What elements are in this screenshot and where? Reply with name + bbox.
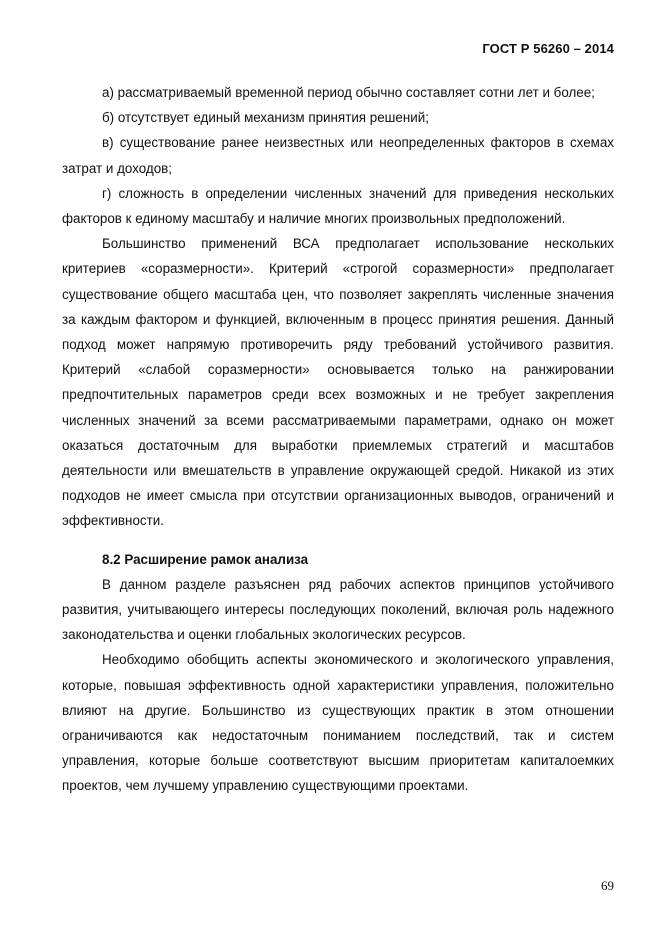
list-item-v: в) существование ранее неизвестных или неопределенных факторов в схемах затрат и доходов;: [62, 135, 614, 176]
list-item-b: б) отсутствует единый механизм принятия решений;: [102, 110, 429, 126]
page-body: [62, 80, 614, 799]
section-paragraph-1: В данном разделе разъяснен ряд рабочих аспектов принципов устойчивого развития, учитывающего интересы последующих поколений, включая роль надежного законодательства и оценки глобальных экологических ресурсов.: [62, 576, 614, 643]
list-item-g: г) сложность в определении численных значений для приведения нескольких факторов к единому масштабу и наличие многих произвольных предположений.: [62, 185, 614, 227]
paragraph-commensurability: Большинство применений ВСА предполагает использование нескольких критериев «соразмерности». Критерий «строгой соразмерности» предполагает существование общего масштаба цен, что позволяет закреплять численные значения за каждым фактором и функцией, включенным в процесс принятия решения. Данный подход может напрямую противоречить ряду требований устойчивого развития. Критерий «слабой соразмерности» основывается только на ранжировании предпочтительных параметров среди всех возможных и не требует закрепления численных значений за всеми рассматриваемыми параметрами, однако он может оказаться достаточным для выработки приемлемых стратегий и масштабов деятельности или вмешательств в управление окружающей средой. Никакой из этих подходов не имеет смысла при отсутствии организационных выводов, ограничений и эффективности.: [62, 236, 614, 529]
document-id-header: ГОСТ Р 56260 – 2014: [482, 41, 614, 56]
page-number: 69: [601, 878, 614, 893]
section-heading: 8.2 Расширение рамок анализа: [102, 551, 309, 567]
section-paragraph-2: Необходимо обобщить аспекты экономического и экологического управления, которые, повышая эффективность одной характеристики управления, положительно влияют на другие. Большинство из существующих практик в этом отношении ограничиваются как недостаточным пониманием последствий, так и систем управления, которые больше соответствуют высшим приоритетам капиталоемких проектов, чем лучшему управлению существующими проектами.: [62, 652, 614, 794]
list-item-a: а) рассматриваемый временной период обычно составляет сотни лет и более;: [102, 85, 595, 100]
